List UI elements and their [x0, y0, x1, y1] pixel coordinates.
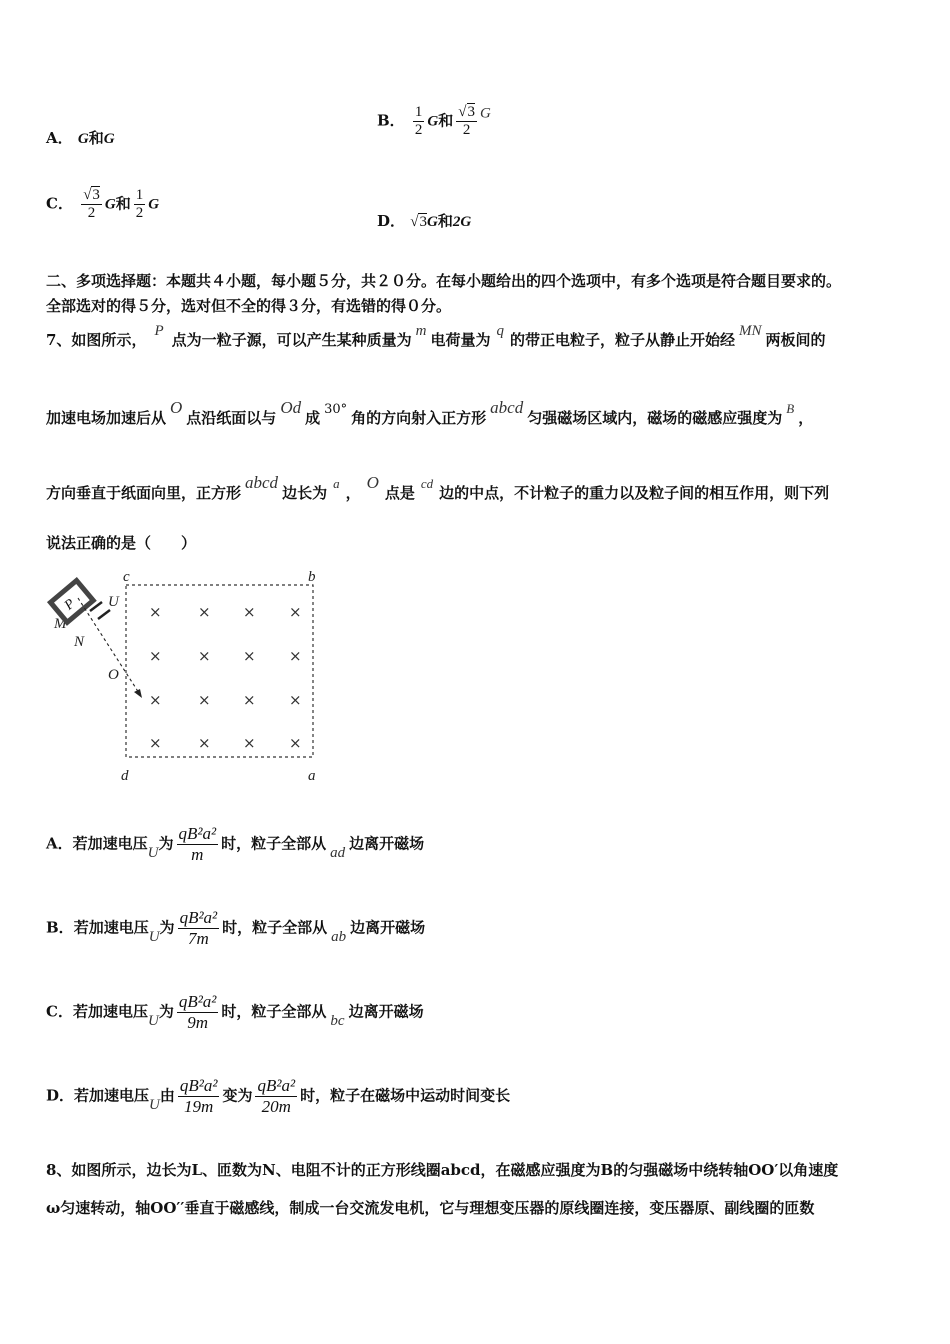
text: 变为 — [222, 1086, 253, 1105]
var-mn: MN — [739, 323, 762, 339]
plate-n — [98, 610, 110, 619]
text: 两板间的 — [765, 331, 826, 349]
text-g: G — [103, 131, 115, 147]
radicand: 3 — [92, 187, 100, 203]
field-cross: × — [149, 647, 162, 665]
field-cross: × — [243, 734, 256, 752]
label-p: P — [61, 596, 79, 614]
text-he: 和 — [115, 194, 131, 213]
label-a: a — [308, 768, 316, 784]
fraction — [413, 104, 425, 139]
option-label: B． — [46, 918, 74, 937]
denominator: m — [177, 844, 219, 865]
numerator: √3 — [458, 104, 476, 120]
section2-line1: 二、多项选择题：本题共４小题，每小题５分，共２０分。在每小题给出的四个选项中，有多个选项是符合题目要求的。 — [46, 272, 842, 290]
denominator: 2 — [456, 121, 477, 139]
text: 边长为 — [282, 484, 328, 502]
text: 时，粒子全部从 — [221, 1002, 327, 1021]
fraction — [134, 187, 146, 222]
text: 若加速电压 — [72, 834, 148, 853]
var-o: O — [170, 398, 183, 417]
q7-line3 — [46, 473, 829, 503]
denominator: 7m — [178, 928, 220, 949]
text: 为 — [158, 834, 174, 853]
field-cross: × — [243, 603, 256, 621]
text: ， — [798, 409, 814, 427]
q6-option-b[interactable] — [377, 104, 491, 139]
label-c: c — [123, 569, 130, 585]
text-g: G — [77, 131, 89, 147]
numerator: 1 — [414, 104, 423, 120]
field-cross: × — [289, 603, 302, 621]
text: 若加速电压 — [74, 1086, 150, 1105]
sqrt: √3 — [410, 214, 427, 230]
text-he: 和 — [438, 111, 454, 130]
option-label: B． — [377, 111, 405, 130]
text-g: G — [148, 196, 160, 213]
var-u: U — [148, 928, 160, 945]
option-label: A． — [46, 129, 73, 147]
text: 为 — [158, 1002, 174, 1021]
field-cross: × — [243, 647, 256, 665]
text: 边离开磁场 — [349, 834, 425, 853]
text: 方向垂直于纸面向里，正方形 — [46, 484, 242, 502]
q6-option-d[interactable] — [377, 210, 471, 231]
var-edge: ad — [330, 844, 346, 861]
denominator: 20m — [255, 1096, 297, 1117]
text-g: G — [427, 113, 439, 130]
text: 边的中点，不计粒子的重力以及粒子间的相互作用，则下列 — [439, 484, 830, 502]
label-n: N — [74, 634, 85, 650]
var-u: U — [147, 1012, 159, 1029]
text-g: G — [426, 214, 438, 230]
var-30deg: 30° — [324, 402, 348, 417]
field-cross: × — [149, 603, 162, 621]
text-2g: 2G — [452, 214, 472, 230]
text: 若加速电压 — [72, 1002, 148, 1021]
label-o: O — [108, 667, 119, 683]
text: 电荷量为 — [430, 331, 491, 349]
var-a: a — [333, 476, 340, 491]
var-edge: bc — [330, 1012, 345, 1029]
numerator: 1 — [135, 187, 144, 203]
q7-option-a[interactable] — [46, 824, 424, 865]
text: 匀强磁场区域内，磁场的磁感应强度为 — [527, 409, 783, 427]
label-d: d — [121, 768, 129, 784]
var-u: U — [149, 1096, 160, 1113]
numerator: qB²a² — [179, 908, 218, 927]
radicand: 3 — [419, 214, 427, 230]
option-label: D． — [46, 1086, 75, 1105]
numerator: √3 — [83, 187, 100, 203]
label-u: U — [108, 594, 119, 610]
fraction — [81, 187, 102, 222]
text: 边离开磁场 — [348, 1002, 424, 1021]
text: 由 — [159, 1086, 175, 1105]
text-g: G — [104, 196, 116, 213]
var-q: q — [496, 323, 504, 339]
section2-line2: 全部选对的得５分，选对但不全的得３分，有选错的得０分。 — [46, 297, 452, 315]
q7-option-c[interactable] — [46, 992, 424, 1033]
var-p: P — [154, 323, 164, 339]
text: 7、如图所示， — [46, 331, 147, 349]
field-cross: × — [198, 734, 211, 752]
text: 的带正电粒子，粒子从静止开始经 — [510, 331, 736, 349]
field-cross: × — [149, 691, 162, 709]
var-o: O — [366, 473, 379, 492]
var-cd: cd — [420, 476, 434, 491]
text: 点为一粒子源，可以产生某种质量为 — [171, 331, 412, 349]
numerator: qB²a² — [178, 824, 217, 843]
text: 时，粒子全部从 — [221, 834, 327, 853]
text-g: G — [480, 105, 491, 122]
arrow-head — [134, 689, 142, 698]
fraction — [177, 824, 219, 865]
radicand: 3 — [467, 104, 476, 120]
text: 点沿纸面以与 — [186, 409, 277, 427]
text: 边离开磁场 — [350, 918, 426, 937]
fraction — [178, 1076, 220, 1117]
denominator: 19m — [178, 1096, 220, 1117]
fraction — [178, 908, 220, 949]
text: 加速电场加速后从 — [46, 409, 167, 427]
field-cross: × — [149, 734, 162, 752]
var-u: U — [147, 844, 159, 861]
text-he: 和 — [88, 129, 104, 147]
q7-line2 — [46, 398, 813, 428]
option-label: C． — [46, 1002, 73, 1021]
field-cross: × — [289, 691, 302, 709]
text: ， — [345, 484, 361, 502]
text: 时，粒子在磁场中运动时间变长 — [300, 1086, 511, 1105]
denominator: 2 — [414, 122, 423, 138]
field-cross: × — [289, 647, 302, 665]
option-label: D． — [377, 212, 406, 230]
field-cross: × — [198, 691, 211, 709]
numerator: qB²a² — [257, 1076, 296, 1095]
var-od: Od — [280, 398, 302, 417]
q7-option-d[interactable] — [46, 1076, 510, 1117]
var-abcd: abcd — [490, 398, 524, 417]
q6-option-a[interactable] — [46, 127, 115, 148]
denominator: 2 — [81, 204, 102, 222]
text: 若加速电压 — [73, 918, 149, 937]
field-cross: × — [198, 603, 211, 621]
label-b: b — [308, 569, 316, 585]
var-edge: ab — [331, 928, 347, 945]
numerator: qB²a² — [178, 992, 217, 1011]
q7-line4: 说法正确的是（ ） — [46, 534, 197, 552]
fraction — [177, 992, 219, 1033]
q8-line1: 8、如图所示，边长为L、匝数为N、电阻不计的正方形线圈abcd，在磁感应强度为B的匀强磁场中绕转轴OO′以角速度 — [46, 1161, 839, 1179]
field-crosses — [149, 603, 302, 752]
var-abcd: abcd — [245, 473, 279, 492]
text-he: 和 — [437, 212, 453, 230]
var-b: B — [786, 401, 795, 416]
fraction — [456, 104, 477, 139]
q8-line2: ω匀速转动，轴OO′′垂直于磁感线，制成一台交流发电机，它与理想变压器的原线圈连接，变压器原、副线圈的匝数 — [46, 1199, 815, 1217]
denominator: 9m — [177, 1012, 219, 1033]
label-m: M — [54, 616, 67, 632]
text: 成 — [305, 409, 321, 427]
q7-option-b[interactable] — [46, 908, 425, 949]
q6-option-c[interactable] — [46, 187, 159, 222]
text: 为 — [159, 918, 175, 937]
q7-line1 — [46, 323, 826, 350]
field-cross: × — [289, 734, 302, 752]
option-label: A． — [46, 834, 73, 853]
text: 点是 — [384, 484, 415, 502]
magnetic-field-figure — [46, 562, 336, 792]
denominator: 2 — [135, 205, 144, 221]
option-label: C． — [46, 194, 73, 213]
numerator: qB²a² — [179, 1076, 218, 1095]
text: 角的方向射入正方形 — [351, 409, 487, 427]
field-cross: × — [198, 647, 211, 665]
text: 时，粒子全部从 — [222, 918, 328, 937]
var-m: m — [415, 323, 427, 339]
fraction — [255, 1076, 297, 1117]
field-cross: × — [243, 691, 256, 709]
